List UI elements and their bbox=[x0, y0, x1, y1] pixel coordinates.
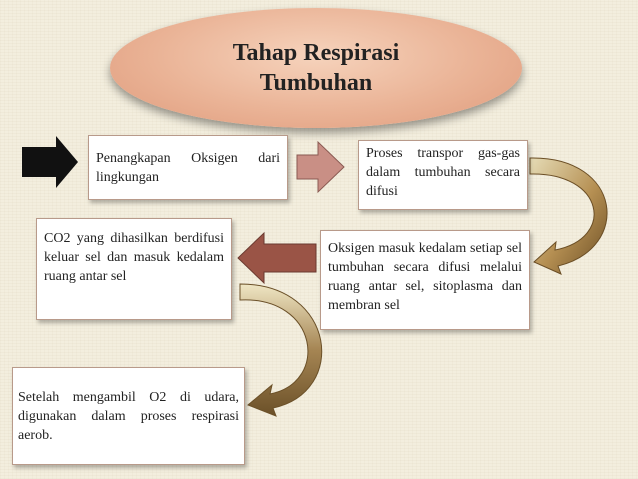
title: Tahap Respirasi Tumbuhan bbox=[232, 40, 400, 96]
curved-arrow-middle bbox=[240, 284, 322, 416]
step-5-text: Setelah mengambil O2 di udara, digunakan dalam proses respirasi aerob. bbox=[18, 390, 239, 443]
step-3-box bbox=[36, 218, 232, 320]
step-5-box bbox=[12, 367, 245, 465]
step-3-text: CO2 yang dihasilkan berdifusi keluar sel dan masuk kedalam ruang antar sel bbox=[44, 231, 224, 284]
step-1-box bbox=[88, 135, 288, 200]
step-4-text: Oksigen masuk kedalam setiap sel tumbuhan secara difusi melalui ruang antar sel, sitoplasma dan membran sel bbox=[328, 241, 522, 313]
start-arrow bbox=[22, 136, 78, 188]
step-1-text: Penangkapan Oksigen dari lingkungan bbox=[96, 151, 280, 185]
curved-arrow-right bbox=[530, 158, 607, 274]
step-2-text: Proses transpor gas-gas dalam tumbuhan secara difusi bbox=[366, 146, 520, 199]
right-arrow bbox=[297, 142, 344, 192]
step-4-box bbox=[320, 230, 530, 330]
step-2-box bbox=[358, 140, 528, 210]
left-arrow bbox=[238, 233, 316, 283]
